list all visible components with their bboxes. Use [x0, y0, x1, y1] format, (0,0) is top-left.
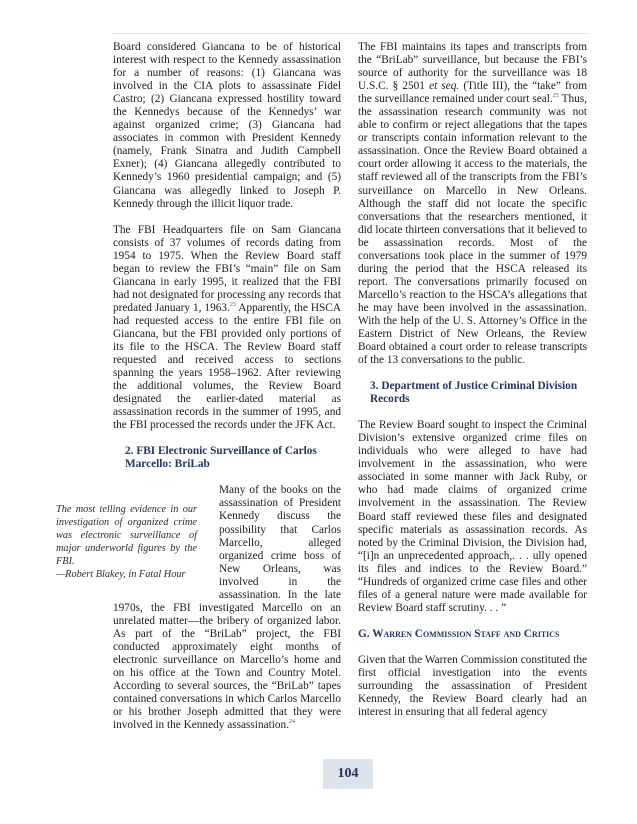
heading-text: Department of Justice Criminal Division Records: [370, 380, 578, 406]
paragraph-text: Thus, the assassination research community was not able to confirm or reject allegations that the tapes or transcripts contain information relevant to the assassination. Once the Review Board obtained a court order allowing it access to the materials, the staff reviewed all of the transcripts from the FBI’s surveillance on Marcello in New Orleans. Although the staff did not locate the specific conversations that the researchers mentioned, it did locate thirteen conversations that it believed to be assassination records. Most of the conversations took place in the summer of 1979 during the period that the HSCA released its report. The conversations primarily focused on Marcello’s reaction to the HSCA’s allegations that he may have been involved in the assassination. With the help of the U. S. Attorney’s Office in the Eastern District of New Orleans, the Review Board obtained a court order to release transcripts of the 13 conversations to the public.: [358, 93, 587, 367]
paragraph: Board considered Giancana to be of historical interest with respect to the Kennedy assassination for a number of reasons: (1) Giancana was involved in the CIA plots to assassinate Fidel Castro; (2) Giancana expressed hostility toward the Kennedys because of the Kennedys’ war against organized crime; (3) Giancana had associates in common with President Kennedy (namely, Frank Sinatra and Judith Campbell Exner); (4) Giancana allegedly contributed to Kennedy’s 1960 presidential campaign; and (5) Giancana was allegedly linked to Joseph P. Kennedy through the illicit liquor trade.: [113, 41, 341, 210]
pull-quote-attribution: —Robert Blakey, in Fatal Hour: [56, 568, 186, 580]
right-column: [358, 41, 587, 732]
paragraph-text: The FBI maintains its tapes and transcripts from the “BriLab” surveillance, but because the FBI’s source of authority for the surveillance was 18 U.S.C. § 2501: [358, 41, 587, 93]
paragraph-text: The FBI Headquarters file on Sam Giancana consists of 37 volumes of records dating from 1954 to 1975. When the Review Board staff began to review the FBI’s “main” file on Sam Giancana in early 1995, it realized that the FBI had not designated for processing any records that predated January 1, 1963.: [113, 223, 341, 314]
paragraph: Given that the Warren Commission constituted the first official investigation into the events surrounding the assassination of President Kennedy, the Review Board clearly had an interest in ensuring that all federal agency: [358, 653, 587, 719]
footnote-ref: 24: [289, 719, 296, 726]
pull-quote-text: The most telling evidence in our investigation of organized crime was electronic surveillance of major underworld figures by the FBI.: [56, 504, 197, 567]
heading-number: 3.: [370, 380, 379, 393]
paragraph: The Review Board sought to inspect the Criminal Division’s extensive organized crime files on individuals who were alleged to have had involvement in the assassination, who were associated in some manner with Jack Ruby, or who had made claims of organized crime involvement in the assassination. The Review Board staff reviewed these files and designated specific materials as assassination records. As noted by the Criminal Division, the Division had, “[i]n an unprecedented approach,. . . ully opened its files and indices to the Review Board.” “Hundreds of organized crime case files and other files of a general nature were made available for Review Board staff scrutiny. . . ”: [358, 419, 587, 614]
left-column: [113, 41, 341, 745]
page-number: 104: [323, 759, 373, 789]
italic-text: et seq.: [429, 80, 460, 93]
footnote-ref: 23: [229, 302, 236, 309]
section-heading: [358, 380, 587, 406]
top-rule: [112, 33, 588, 34]
paragraph-text: Apparently, the HSCA had requested access to the entire FBI file on Giancana, but the FBI provided only portions of its file to the HSCA. The Review Board staff requested and received access to sections spanning the years 1958–1962. After reviewing the additional volumes, the Review Board designated the earlier-dated material as assassination records in the summer of 1995, and the FBI processed the records under the JFK Act.: [113, 301, 341, 432]
section-heading: [113, 445, 341, 471]
pull-quote: [56, 504, 197, 581]
paragraph-text: (Title III), the “take” from the surveillance remained under court seal.: [358, 80, 587, 106]
heading-number: 2.: [125, 445, 134, 458]
paragraph-text: Many of the books on the assassination of President Kennedy discuss the possibility that Carlos Marcello, alleged organized crime boss of New Orleans, was involved in the assassination. In the late 1970s, the FBI investigated Marcello on an unrelated matter—the bribery of organized labor. As part of the “BriLab” project, the FBI conducted approximately eight months of electronic surveillance on Marcello’s home and on his office at the Town and Country Motel. According to several sources, the “BriLab” tapes contained conversations in which Carlos Marcello or his brother Joseph admitted that they were involved in the Kennedy assassination.: [113, 484, 341, 732]
section-heading-g: G. Warren Commission Staff and Critics: [358, 627, 560, 640]
footnote-ref: 25: [552, 93, 559, 100]
paragraph: [113, 224, 341, 433]
heading-text: FBI Electronic Surveillance of Carlos Marcello: BriLab: [125, 445, 317, 471]
paragraph: [358, 41, 587, 367]
